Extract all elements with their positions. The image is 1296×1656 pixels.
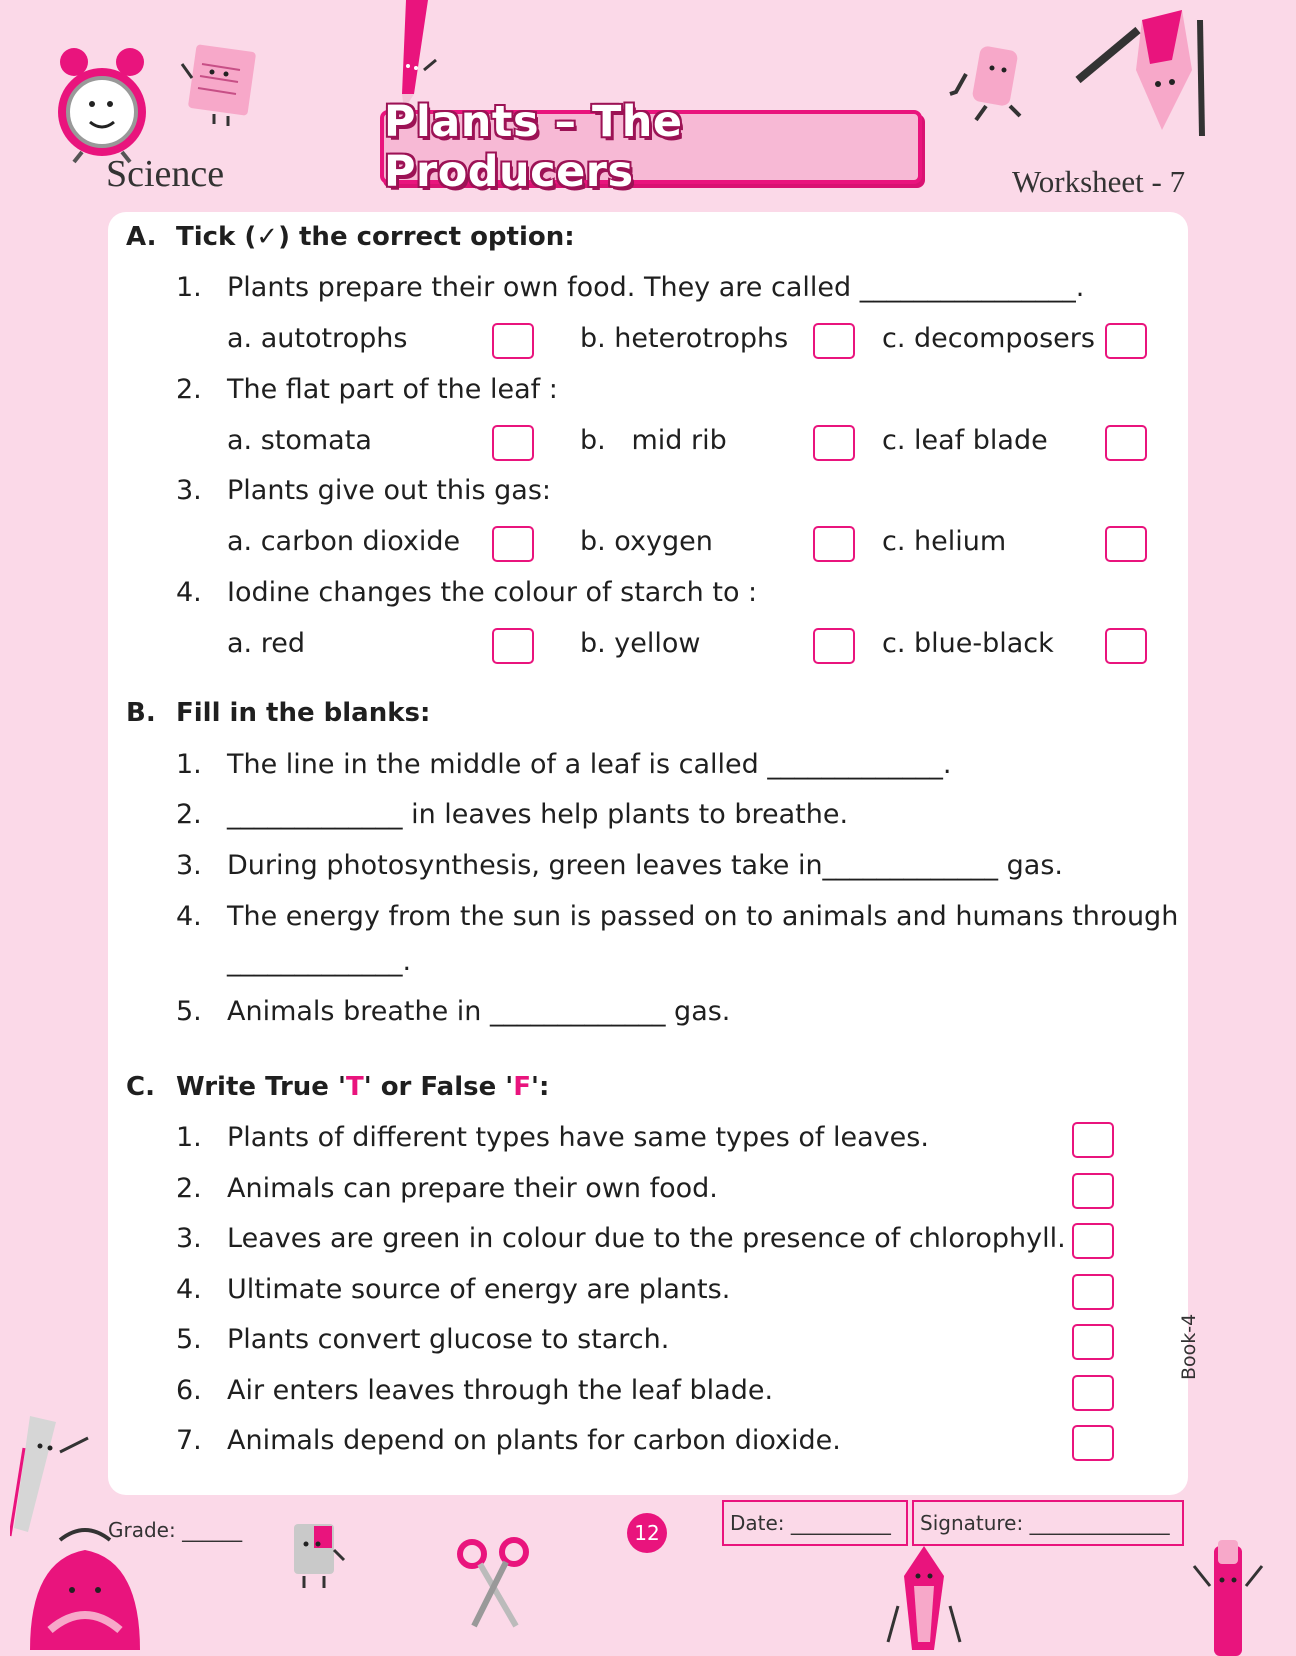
question-text: Iodine changes the colour of starch to : — [227, 577, 758, 608]
bag-illustration — [20, 1520, 150, 1650]
book-label: Book-4 — [1178, 1313, 1200, 1380]
worksheet-title: Plants – The Producers — [384, 97, 683, 197]
question-number: 6. — [176, 1375, 202, 1406]
option-b: b. oxygen — [580, 526, 713, 557]
clock-illustration — [52, 44, 152, 164]
title-part: Write True ' — [176, 1072, 346, 1102]
true-false-box[interactable] — [1072, 1375, 1114, 1411]
option-a: a. autotrophs — [227, 323, 408, 354]
question-text: During photosynthesis, green leaves take in_____________ gas. — [227, 850, 1063, 881]
subject-label: Science — [106, 153, 225, 195]
sharpener-illustration — [284, 1520, 348, 1592]
option-c: c. blue-black — [882, 628, 1054, 659]
page-number: 12 — [627, 1513, 667, 1553]
notepad-illustration — [178, 44, 268, 126]
tick-box[interactable] — [1105, 628, 1147, 664]
question-text: Plants of different types have same types of leaves. — [227, 1122, 929, 1153]
section-b-letter: B. — [126, 698, 156, 728]
option-a: a. stomata — [227, 425, 372, 456]
tick-box[interactable] — [813, 425, 855, 461]
true-false-box[interactable] — [1072, 1122, 1114, 1158]
tick-box[interactable] — [1105, 526, 1147, 562]
pencil-character-illustration — [884, 1546, 964, 1652]
question-number: 2. — [176, 799, 202, 830]
pencil-illustration — [384, 0, 444, 112]
option-b: b. heterotrophs — [580, 323, 789, 354]
tick-box[interactable] — [813, 628, 855, 664]
section-b-title: Fill in the blanks: — [176, 698, 431, 728]
option-c: c. helium — [882, 526, 1007, 557]
question-number: 1. — [176, 749, 202, 780]
true-false-box[interactable] — [1072, 1425, 1114, 1461]
question-number: 3. — [176, 1223, 202, 1254]
date-label: Date: __________ — [730, 1511, 891, 1535]
question-text: Animals depend on plants for carbon dioxide. — [227, 1425, 841, 1456]
tick-box[interactable] — [492, 526, 534, 562]
section-c-title — [176, 1072, 549, 1102]
scissors-illustration — [456, 1536, 532, 1632]
title-part: ': — [531, 1072, 550, 1102]
tick-box[interactable] — [492, 425, 534, 461]
section-c-letter: C. — [126, 1072, 155, 1102]
question-number: 4. — [176, 901, 202, 932]
section-a-letter: A. — [126, 222, 157, 252]
question-text: The line in the middle of a leaf is called _____________. — [227, 749, 952, 780]
true-letter: T — [345, 1072, 364, 1102]
question-number: 3. — [176, 850, 202, 881]
question-number: 1. — [176, 272, 202, 303]
question-number: 4. — [176, 1274, 202, 1305]
option-a: a. red — [227, 628, 305, 659]
question-number: 4. — [176, 577, 202, 608]
worksheet-title-box — [380, 97, 922, 197]
false-letter: F — [513, 1072, 532, 1102]
option-b: b. yellow — [580, 628, 701, 659]
tick-box[interactable] — [1105, 323, 1147, 359]
question-text: Plants prepare their own food. They are called ________________. — [227, 272, 1085, 303]
title-part: ' or False ' — [363, 1072, 514, 1102]
section-a-title: Tick (✓) the correct option: — [176, 222, 575, 252]
question-number: 3. — [176, 475, 202, 506]
question-number: 5. — [176, 1324, 202, 1355]
date-field[interactable] — [722, 1500, 908, 1546]
question-text: Ultimate source of energy are plants. — [227, 1274, 731, 1305]
ruler-illustration — [10, 1408, 94, 1538]
tick-box[interactable] — [492, 628, 534, 664]
tick-box[interactable] — [813, 526, 855, 562]
question-number: 1. — [176, 1122, 202, 1153]
question-number: 2. — [176, 1173, 202, 1204]
worksheet-number: Worksheet - 7 — [1012, 164, 1186, 199]
true-false-box[interactable] — [1072, 1274, 1114, 1310]
question-text: Air enters leaves through the leaf blade. — [227, 1375, 774, 1406]
question-text: Animals breathe in _____________ gas. — [227, 996, 731, 1027]
option-a: a. carbon dioxide — [227, 526, 461, 557]
signature-label: Signature: ______________ — [920, 1511, 1170, 1535]
question-number: 5. — [176, 996, 202, 1027]
tick-box[interactable] — [1105, 425, 1147, 461]
grade-field[interactable]: Grade: ______ — [108, 1518, 243, 1542]
question-text: The energy from the sun is passed on to animals and humans through — [227, 901, 1179, 932]
option-c: c. decomposers — [882, 323, 1095, 354]
question-number: 2. — [176, 374, 202, 405]
question-continuation: _____________. — [227, 946, 412, 977]
question-text: The flat part of the leaf : — [227, 374, 558, 405]
option-b: b. mid rib — [580, 425, 727, 456]
true-false-box[interactable] — [1072, 1324, 1114, 1360]
signature-field[interactable] — [912, 1500, 1184, 1546]
true-false-box[interactable] — [1072, 1223, 1114, 1259]
eraser-illustration — [946, 44, 1034, 124]
question-text: Animals can prepare their own food. — [227, 1173, 718, 1204]
pen-illustration — [1188, 1536, 1268, 1656]
option-c: c. leaf blade — [882, 425, 1048, 456]
question-text: _____________ in leaves help plants to breathe. — [227, 799, 849, 830]
tick-box[interactable] — [492, 323, 534, 359]
true-false-box[interactable] — [1072, 1173, 1114, 1209]
tick-box[interactable] — [813, 323, 855, 359]
question-text: Plants give out this gas: — [227, 475, 551, 506]
crayon-illustration — [1072, 10, 1212, 140]
question-text: Plants convert glucose to starch. — [227, 1324, 670, 1355]
question-text: Leaves are green in colour due to the presence of chlorophyll. — [227, 1223, 1066, 1254]
question-number: 7. — [176, 1425, 202, 1456]
